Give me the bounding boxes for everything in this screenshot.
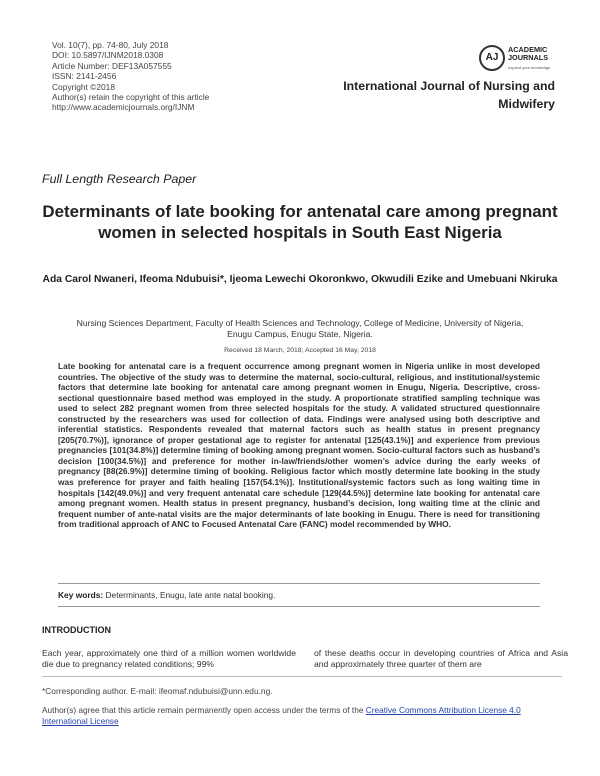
received-dates: Received 18 March, 2018; Accepted 16 May, 2018 (224, 347, 376, 354)
keywords-top-divider (58, 583, 540, 584)
footnote-divider (42, 676, 562, 677)
article-number-line: Article Number: DEF13A057555 (52, 60, 172, 71)
affiliation (30, 318, 570, 340)
keywords-bottom-divider (58, 606, 540, 607)
copyright-line: Copyright ©2018 (52, 81, 115, 92)
publisher-tagline: expand your knowledge (508, 65, 551, 70)
volume-line: Vol. 10(7), pp. 74-80, July 2018 (52, 40, 169, 50)
publisher-name-line2: JOURNALS (508, 53, 549, 62)
abstract: Late booking for antenatal care is a frequent occurrence among pregnant women in Nigeria unlike in most developed countries. The objective of the study was to determine the maternal, socio-cultural, religious, and institutional/systemic factors that determine late booking for antenatal care among pregnant women in Enugu, Nigeria. Descriptive, cross-sectional questionnaire based method was employed in the study. A proportionate stratified sampling technique was used to select 282 pregnant women from three selected hospitals for the study. A validated structured questionnaire constructed by the researchers was used for collection of data. Findings were analysed using both descriptive and inferential statistics. Respondents revealed that maternal factors such as health status in present pregnancy [205(70.7%)], ignorance of proper gestational age to register for antenatal [125(43.1%)] and experience from previous pregnancies [101(34.8%)] determine timing of booking among pregnant women. Socio-cultural factors such as husband’s decision [100(34.5%)] and preference for mother in-law/friends/other women’s advice during the early weeks of pregnancy [88(26.9%)] determine timing of booking. Religious factor which mostly determine late booking in the study was preference for prayer and faith healing [157(54.1%)]. Institutional/systemic factors such as long waiting time in hospitals [142(49.0%)] and very frequent antenatal care schedule [129(44.5%)] determine late booking for antenatal care among pregnant women. Health status in present pregnancy, husband’s decision, long waiting time at the clinic and frequent number of ante-natal visits are the major determinants of late booking in Enugu. There is need for transitioning from traditional approach of ANC to Focused Antenatal Care (FANC) model recommended by WHO. (58, 361, 540, 530)
copyright-retain-line: Author(s) retain the copyright of this article (52, 92, 210, 103)
publisher-name-line1: ACADEMIC (508, 45, 548, 54)
journal-name (295, 77, 555, 113)
issn-line: ISSN: 2141-2456 (52, 71, 117, 82)
author-list: Ada Carol Nwaneri, Ifeoma Ndubuisi*, Ijeoma Lewechi Okoronkwo, Okwudili Ezike and Umebuani Nkiruka (42, 274, 558, 285)
publisher-logo-icon: AJ (479, 45, 505, 71)
keywords-value: Determinants, Enugu, late ante natal booking. (105, 590, 276, 600)
article-metadata (52, 40, 209, 113)
publisher-name (508, 46, 548, 62)
introduction-right-column: of these deaths occur in developing countries of Africa and Asia and approximately three quarter of them are (314, 648, 568, 669)
affiliation-line1: Nursing Sciences Department, Faculty of Health Sciences and Technology, College of Medicine, University of Nigeria, (76, 318, 524, 328)
license-note (42, 705, 562, 727)
doi-line: DOI: 10.5897/IJNM2018.0308 (52, 50, 164, 61)
corresponding-author-note: *Corresponding author. E-mail: ifeomaf.ndubuisi@unn.edu.ng. (42, 686, 273, 696)
introduction-left-column: Each year, approximately one third of a million women worldwide die due to pregnancy related conditions; 99% (42, 648, 296, 669)
keywords-label: Key words: (58, 590, 104, 600)
journal-name-line1: International Journal of Nursing and (343, 79, 555, 93)
introduction-heading: INTRODUCTION (42, 625, 111, 635)
article-title: Determinants of late booking for antenatal care among pregnant women in selected hospitals in South East Nigeria (42, 202, 558, 242)
affiliation-line2: Enugu Campus, Enugu State, Nigeria. (227, 329, 373, 339)
journal-url-line: http://www.academicjournals.org/IJNM (52, 102, 195, 113)
license-text: Author(s) agree that this article remain permanently open access under the terms of the (42, 705, 364, 715)
license-link[interactable]: Creative Commons Attribution License 4.0 International License (42, 705, 521, 726)
journal-name-line2: Midwifery (498, 97, 555, 111)
keywords (58, 590, 540, 600)
paper-type: Full Length Research Paper (42, 172, 197, 186)
